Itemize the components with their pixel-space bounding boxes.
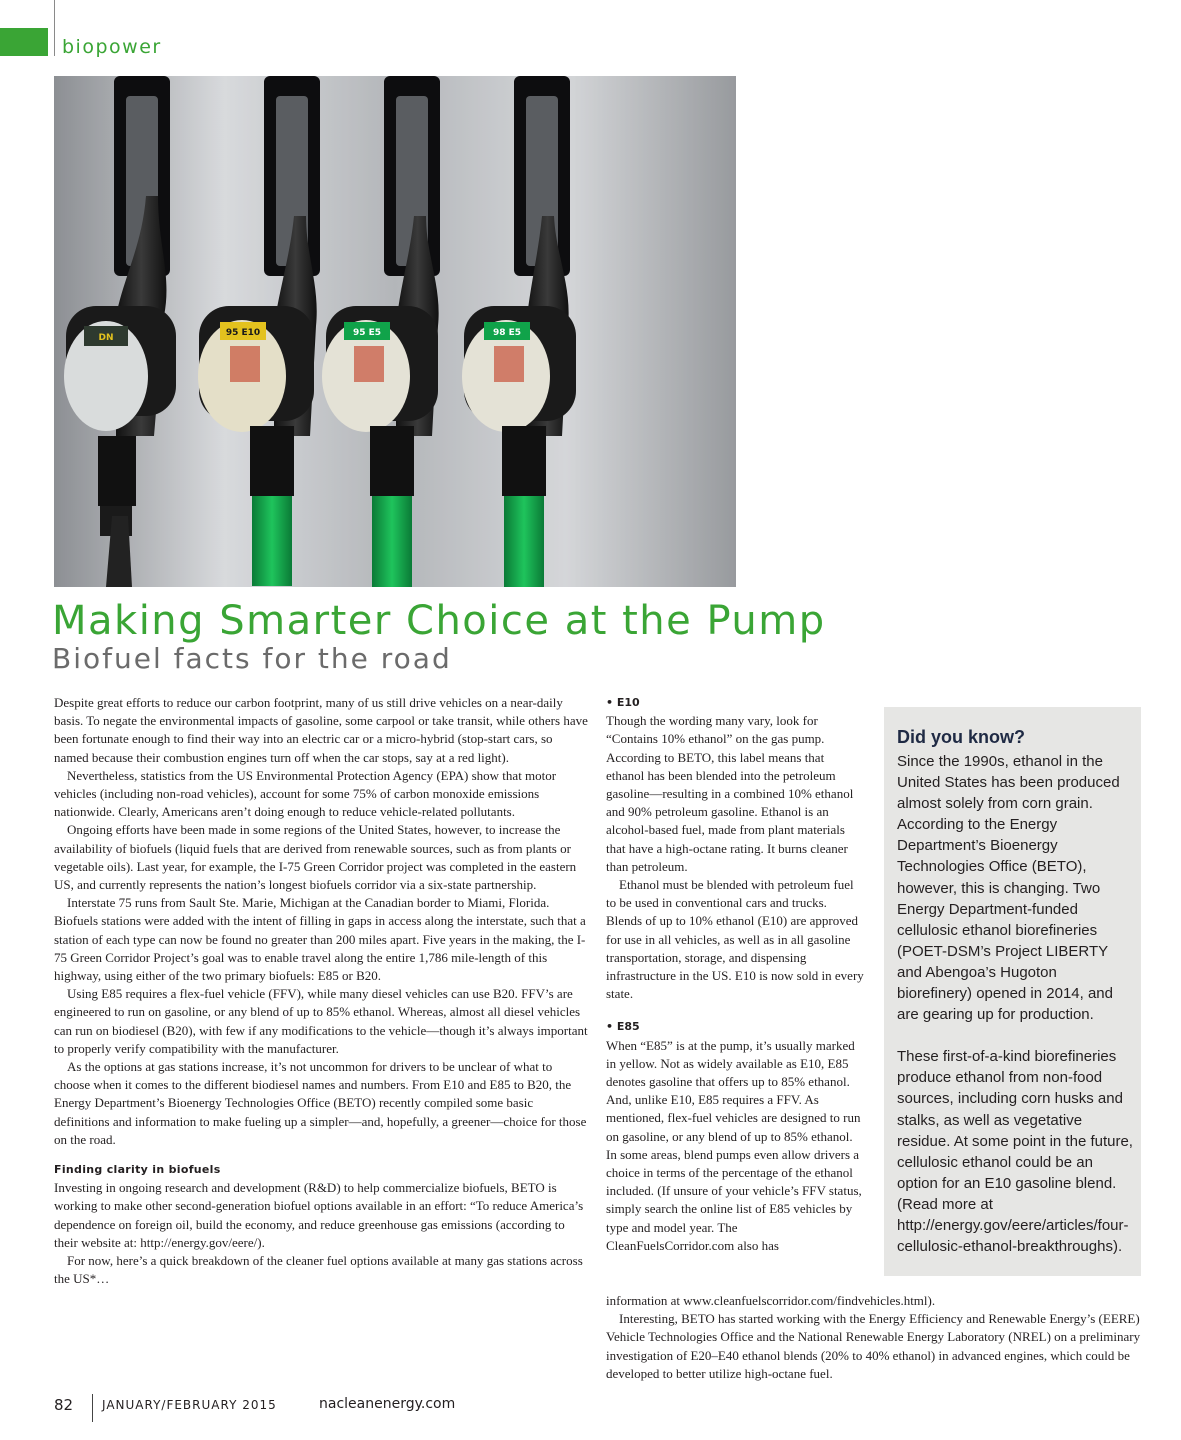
paragraph: Nevertheless, statistics from the US Environmental Protection Agency (EPA) show that motor vehicles (including non-road vehicles), account for some 75% of carbon monoxide emissions nationwide. Clearly, Americans aren’t doing enough to reduce vehicle-related pollutants. — [54, 767, 557, 820]
issue-date: JANUARY/FEBRUARY 2015 — [102, 1398, 277, 1412]
article-title: Making Smarter Choice at the Pump — [52, 598, 826, 644]
paragraph: information at www.cleanfuelscorridor.com/findvehicles.html). — [606, 1293, 936, 1308]
paragraph: Ethanol must be blended with petroleum fuel to be used in conventional cars and trucks. Blends of up to 10% ethanol (E10) are approved for use in all vehicles, as well as in all gasoline transportation, storage, and dispensing infrastructure in the US. E10 is now sold in every state. — [606, 877, 864, 1002]
article-column-1 — [54, 694, 590, 1289]
paragraph: As the options at gas stations increase, it’s not uncommon for drivers to be unclear of what to choose when it comes to the different biodiesel names and numbers. From E10 and E85 to B20, the Energy Department’s Bioenergy Technologies Office (BETO) recently compiled some basic definitions and information to make fueling up a simpler—and, hopefully, a greener—choice for those on the road. — [54, 1059, 587, 1147]
section-label: biopower — [62, 36, 162, 58]
svg-text:DN: DN — [98, 333, 114, 343]
e85-heading: • E85 — [606, 1020, 640, 1034]
paragraph: Despite great efforts to reduce our carbon footprint, many of us still drive vehicles on a near-daily basis. To negate the environmental impacts of gasoline, some carpool or take transit, while others have been fortunate enough to find their way into an electric car or a micro-hybrid (stop-start cars, so named because their combustion engines turn off when the car stops, say at a red light). — [54, 695, 588, 765]
article-subtitle: Biofuel facts for the road — [52, 642, 452, 675]
sidebar-paragraph: These first-of-a-kind biorefineries produce ethanol from non-food sources, including corn husks and stalks, as well as vegetative residue. At some point in the future, cellulosic ethanol could be an option for an E10 gasoline blend. (Read more at http://energy.gov/eere/articles/four-cellulosic-ethanol-breakthroughs). — [897, 1048, 1133, 1256]
paragraph: Though the wording many vary, look for “Contains 10% ethanol” on the gas pump. According to BETO, this label means that ethanol has been blended into the petroleum gasoline—resulting in a combined 10% ethanol and 90% petroleum gasoline. Ethanol is an alcohol-based fuel, made from plant materials that have a high-octane rating. It burns cleaner than petroleum. — [606, 713, 854, 874]
website-url: nacleanenergy.com — [319, 1396, 456, 1412]
section-color-tab — [0, 28, 48, 56]
fuel-pump-nozzles-photo — [54, 76, 736, 587]
svg-text:98 E5: 98 E5 — [492, 328, 522, 338]
paragraph: For now, here’s a quick breakdown of the cleaner fuel options available at many gas stations across the US*… — [54, 1253, 583, 1287]
section-subheading: Finding clarity in biofuels — [54, 1163, 221, 1177]
header-divider — [54, 0, 55, 56]
article-column-2 — [606, 694, 864, 1255]
paragraph: When “E85” is at the pump, it’s usually marked in yellow. Not as widely available as E10, E85 denotes gasoline that offers up to 85% ethanol. And, unlike E10, E85 requires a FFV. As mentioned, flex-fuel vehicles are designed to run on gasoline, or any blend of up to 85% ethanol. In some areas, blend pumps even allow drivers a choice in terms of the percentage of the ethanol included. (If unsure of your vehicle’s FFV status, simply search the online list of E85 vehicles by type and model year. The CleanFuelsCorridor.com also has — [606, 1037, 862, 1253]
paragraph: Interstate 75 runs from Sault Ste. Marie, Michigan at the Canadian border to Miami, Florida. Biofuels stations were added with the intent of filling in gaps in access along the interstate, such that a station of each type can now be found no greater than 200 miles apart. Five years in the making, the I-75 Green Corridor Project’s goal was to enable travel along the entire 1,786 mile-length of this highway, using either of the two primary biofuels: E85 or B20. — [54, 895, 586, 984]
paragraph: Using E85 requires a flex-fuel vehicle (FFV), while many diesel vehicles can use B20. FFV’s are engineered to run on gasoline, or any blend of up to 85% ethanol. Whereas, almost all diesel vehicles can run on biodiesel (B20), with few if any modifications to the vehicle—though it’s always important to properly verify compatibility with the manufacturer. — [54, 986, 588, 1056]
footer-divider — [92, 1394, 93, 1422]
paragraph: Investing in ongoing research and development (R&D) to help commercialize biofuels, BETO is working to make other second-generation biofuel options available in an effort: “To reduce America’s dependence on foreign oil, build the economy, and reduce greenhouse gas emissions (according to their website at: http://energy.gov/eere/). — [54, 1180, 584, 1250]
paragraph: Ongoing efforts have been made in some regions of the United States, however, to increase the availability of biofuels (liquid fuels that are derived from renewable sources, such as from plants or vegetable oils). Last year, for example, the I-75 Green Corridor project was completed in the eastern US, and currently represents the nation’s longest biofuels corridor via a six-state partnership. — [54, 822, 577, 893]
e10-heading: • E10 — [606, 696, 640, 709]
did-you-know-sidebar — [884, 707, 1141, 1276]
sidebar-paragraph: Since the 1990s, ethanol in the United States has been produced almost solely from corn grain. According to the Energy Department’s Bioenergy Technologies Office (BETO), however, this is changing. Two Energy Department-funded cellulosic ethanol biorefineries (POET-DSM’s Project LIBERTY and Abengoa’s Hugoton biorefinery) opened in 2014, and are gearing up for production. — [897, 753, 1120, 1024]
svg-text:95 E10: 95 E10 — [225, 328, 261, 338]
article-column-2-continued — [606, 1292, 1146, 1383]
svg-text:95 E5: 95 E5 — [352, 328, 382, 338]
page-number: 82 — [54, 1396, 74, 1414]
paragraph: Interesting, BETO has started working with the Energy Efficiency and Renewable Energy’s (EERE) Vehicle Technologies Office and the National Renewable Energy Laboratory (NREL) on a preliminary investigation of E20–E40 ethanol blends (20% to 40% ethanol) in advanced engines, which could be developed to better utilize high-octane fuel. — [606, 1311, 1141, 1381]
sidebar-heading: Did you know? — [897, 727, 1025, 747]
